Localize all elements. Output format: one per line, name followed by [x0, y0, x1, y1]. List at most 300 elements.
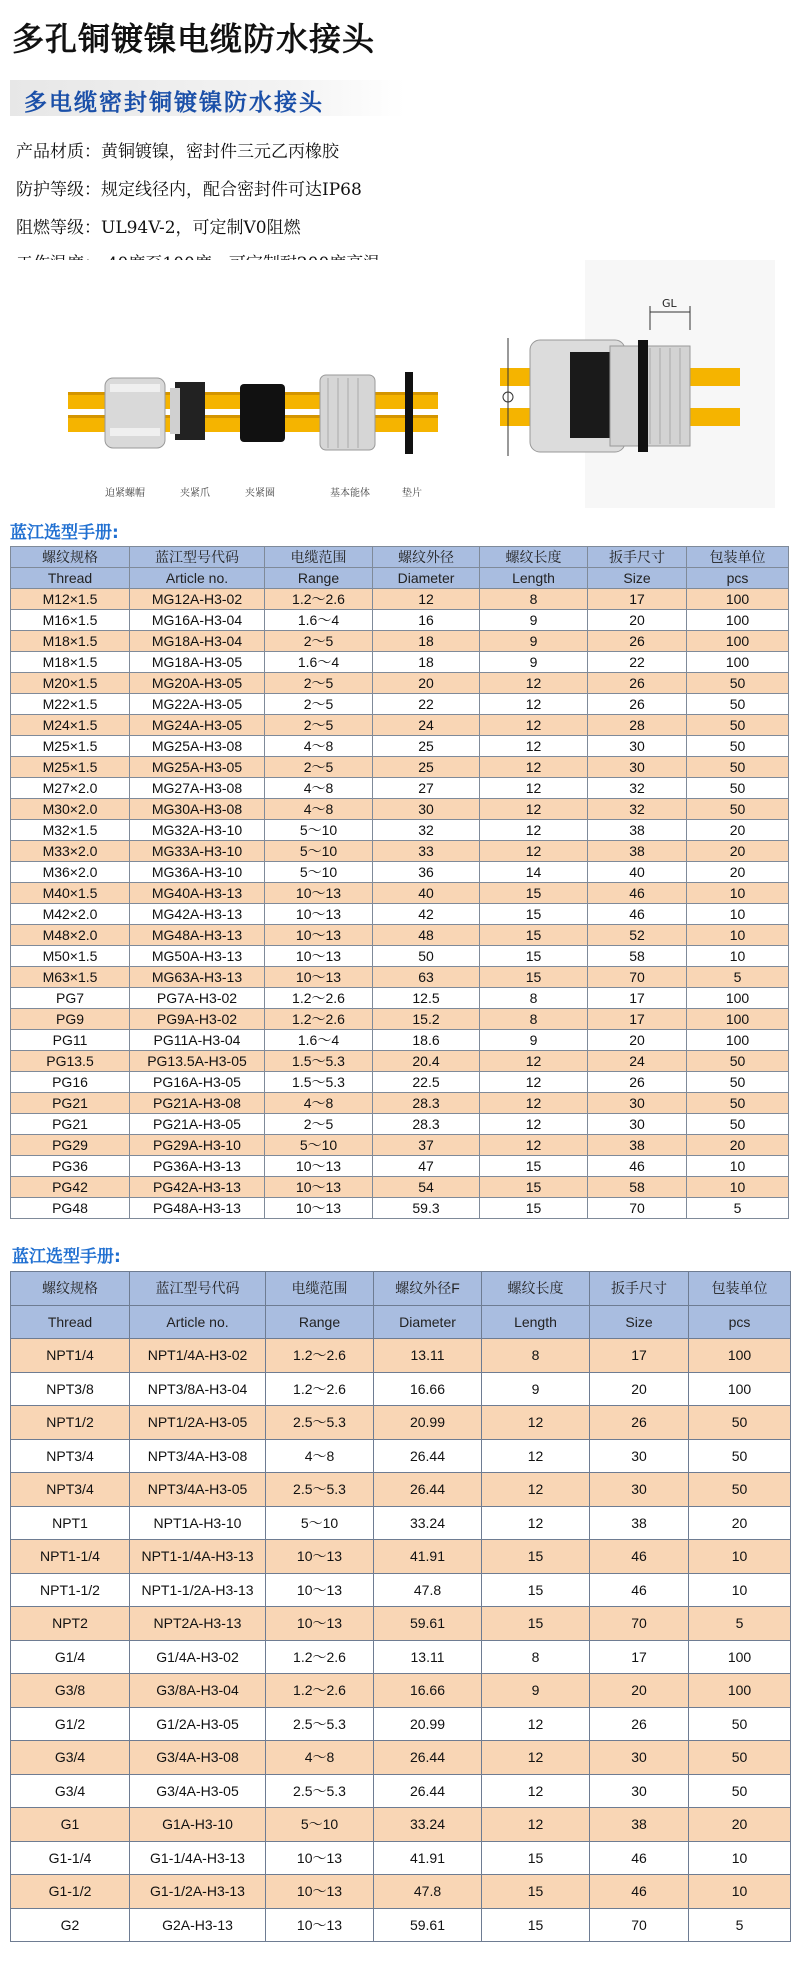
table-row — [11, 694, 789, 715]
cell-thread: M22×1.5 — [11, 694, 130, 715]
seal-ring-icon — [240, 384, 285, 442]
cell-article: MG33A-H3-10 — [130, 841, 265, 862]
cell-pcs: 20 — [689, 1808, 791, 1842]
cell-range: 4～8 — [266, 1741, 374, 1775]
cell-thread: M20×1.5 — [11, 673, 130, 694]
cell-range: 5～10 — [266, 1808, 374, 1842]
cell-thread: G3/4 — [11, 1774, 130, 1808]
cell-range: 5～10 — [265, 841, 373, 862]
cell-article: NPT2A-H3-13 — [130, 1607, 266, 1641]
table-row — [11, 1135, 789, 1156]
cell-size: 17 — [588, 1009, 687, 1030]
cell-pcs: 5 — [687, 1198, 789, 1219]
cell-thread: NPT1-1/2 — [11, 1573, 130, 1607]
cell-pcs: 10 — [687, 925, 789, 946]
cell-pcs: 20 — [687, 1135, 789, 1156]
cell-article: PG21A-H3-08 — [130, 1093, 265, 1114]
table-row — [11, 1156, 789, 1177]
spec-temperature: 工作温度：-40度至100度，可定制耐200度高温 — [16, 254, 381, 274]
cell-length: 15 — [480, 925, 588, 946]
cell-pcs: 10 — [689, 1841, 791, 1875]
cell-size: 20 — [588, 1030, 687, 1051]
cell-range: 4～8 — [265, 736, 373, 757]
cell-diameter: 40 — [373, 883, 480, 904]
cell-thread: M18×1.5 — [11, 652, 130, 673]
table-row — [11, 1741, 791, 1775]
cell-size: 30 — [590, 1473, 689, 1507]
cell-thread: NPT1-1/4 — [11, 1540, 130, 1574]
cell-diameter: 41.91 — [374, 1841, 482, 1875]
cell-article: PG9A-H3-02 — [130, 1009, 265, 1030]
table-row — [11, 1051, 789, 1072]
table-row — [11, 631, 789, 652]
cell-thread: G1/2 — [11, 1707, 130, 1741]
table-row — [11, 652, 789, 673]
cell-range: 10～13 — [265, 1198, 373, 1219]
cell-pcs: 50 — [687, 1093, 789, 1114]
cell-thread: G1 — [11, 1808, 130, 1842]
cell-size: 46 — [590, 1540, 689, 1574]
table2-header-cn-row — [11, 1272, 791, 1306]
cell-range: 1.2～2.6 — [266, 1372, 374, 1406]
th-diameter-cn: 螺纹外径 — [373, 547, 480, 568]
cell-pcs: 10 — [687, 1156, 789, 1177]
cell-size: 22 — [588, 652, 687, 673]
cell-diameter: 16 — [373, 610, 480, 631]
th2-range-cn: 电缆范围 — [266, 1272, 374, 1306]
table-row — [11, 736, 789, 757]
cell-length: 12 — [480, 1135, 588, 1156]
table-row — [11, 1473, 791, 1507]
cell-pcs: 50 — [687, 694, 789, 715]
th2-article-en: Article no. — [130, 1305, 266, 1339]
cell-thread: G2 — [11, 1908, 130, 1942]
cell-thread: G1-1/2 — [11, 1875, 130, 1909]
cell-diameter: 47 — [373, 1156, 480, 1177]
cell-diameter: 16.66 — [374, 1372, 482, 1406]
gl-label: GL — [662, 297, 677, 310]
cell-range: 1.5～5.3 — [265, 1051, 373, 1072]
cell-range: 2～5 — [265, 757, 373, 778]
cell-article: MG18A-H3-04 — [130, 631, 265, 652]
cell-diameter: 28.3 — [373, 1114, 480, 1135]
page-title: 多孔铜镀镍电缆防水接头 — [12, 20, 376, 58]
cell-range: 2～5 — [265, 631, 373, 652]
cell-pcs: 5 — [687, 967, 789, 988]
cell-range: 10～13 — [266, 1607, 374, 1641]
cell-length: 12 — [482, 1473, 590, 1507]
cell-pcs: 50 — [687, 1072, 789, 1093]
cell-diameter: 18 — [373, 652, 480, 673]
cell-article: PG21A-H3-05 — [130, 1114, 265, 1135]
cell-diameter: 47.8 — [374, 1875, 482, 1909]
cell-pcs: 10 — [687, 883, 789, 904]
table-row — [11, 1573, 791, 1607]
product-illustration — [10, 260, 790, 508]
cell-length: 9 — [480, 631, 588, 652]
table-row — [11, 1072, 789, 1093]
cell-thread: M42×2.0 — [11, 904, 130, 925]
table-row — [11, 1177, 789, 1198]
cell-length: 8 — [480, 589, 588, 610]
cell-pcs: 50 — [687, 757, 789, 778]
cell-pcs: 100 — [687, 652, 789, 673]
cell-pcs: 10 — [689, 1573, 791, 1607]
cell-pcs: 100 — [687, 631, 789, 652]
cell-diameter: 26.44 — [374, 1741, 482, 1775]
label-seal: 夹紧圈 — [245, 488, 275, 499]
cell-range: 5～10 — [265, 820, 373, 841]
cell-range: 10～13 — [265, 883, 373, 904]
table1-body — [11, 589, 789, 1219]
cell-size: 17 — [588, 988, 687, 1009]
cell-thread: PG16 — [11, 1072, 130, 1093]
cell-article: PG13.5A-H3-05 — [130, 1051, 265, 1072]
cell-length: 15 — [480, 967, 588, 988]
cell-size: 38 — [588, 841, 687, 862]
cell-article: MG12A-H3-02 — [130, 589, 265, 610]
cell-length: 12 — [480, 757, 588, 778]
cell-length: 15 — [480, 904, 588, 925]
cell-range: 2～5 — [265, 1114, 373, 1135]
cell-length: 12 — [480, 1093, 588, 1114]
cell-thread: NPT2 — [11, 1607, 130, 1641]
cell-diameter: 20.99 — [374, 1406, 482, 1440]
cell-diameter: 41.91 — [374, 1540, 482, 1574]
cell-range: 10～13 — [265, 925, 373, 946]
cell-diameter: 27 — [373, 778, 480, 799]
table-row — [11, 1339, 791, 1373]
cell-article: G1/2A-H3-05 — [130, 1707, 266, 1741]
cell-size: 30 — [590, 1774, 689, 1808]
table-row — [11, 883, 789, 904]
table-row — [11, 1372, 791, 1406]
cell-diameter: 59.3 — [373, 1198, 480, 1219]
cell-diameter: 22.5 — [373, 1072, 480, 1093]
cell-range: 1.2～2.6 — [266, 1640, 374, 1674]
cell-thread: PG7 — [11, 988, 130, 1009]
cell-diameter: 20.99 — [374, 1707, 482, 1741]
cell-size: 17 — [590, 1339, 689, 1373]
cell-length: 8 — [480, 988, 588, 1009]
table-row — [11, 1808, 791, 1842]
th-pcs-cn: 包装单位 — [687, 547, 789, 568]
spec-protection: 防护等级：规定线径内，配合密封件可达IP68 — [16, 180, 362, 200]
cell-size: 26 — [588, 631, 687, 652]
cell-range: 1.6～4 — [265, 652, 373, 673]
th2-thread-cn: 螺纹规格 — [11, 1272, 130, 1306]
table-row — [11, 1439, 791, 1473]
cell-diameter: 33.24 — [374, 1808, 482, 1842]
cell-range: 4～8 — [265, 1093, 373, 1114]
cell-diameter: 20 — [373, 673, 480, 694]
cell-length: 12 — [482, 1406, 590, 1440]
cell-length: 12 — [480, 841, 588, 862]
cell-thread: NPT1/4 — [11, 1339, 130, 1373]
cell-article: MG50A-H3-13 — [130, 946, 265, 967]
cell-range: 2.5～5.3 — [266, 1473, 374, 1507]
cell-size: 26 — [590, 1406, 689, 1440]
table-row — [11, 1506, 791, 1540]
selection-table-metric-pg — [10, 546, 789, 1219]
cell-diameter: 18.6 — [373, 1030, 480, 1051]
cell-article: PG7A-H3-02 — [130, 988, 265, 1009]
cell-pcs: 50 — [687, 736, 789, 757]
cell-range: 10～13 — [265, 904, 373, 925]
cell-article: MG24A-H3-05 — [130, 715, 265, 736]
cell-pcs: 50 — [689, 1439, 791, 1473]
cell-pcs: 10 — [687, 904, 789, 925]
assembled-washer-icon — [638, 340, 648, 452]
cell-pcs: 20 — [687, 820, 789, 841]
cell-article: G2A-H3-13 — [130, 1908, 266, 1942]
table-row — [11, 1093, 789, 1114]
cell-length: 15 — [482, 1607, 590, 1641]
cell-pcs: 50 — [689, 1473, 791, 1507]
cell-length: 8 — [482, 1640, 590, 1674]
cell-article: MG63A-H3-13 — [130, 967, 265, 988]
cell-pcs: 10 — [687, 1177, 789, 1198]
cell-length: 14 — [480, 862, 588, 883]
cell-size: 38 — [590, 1808, 689, 1842]
cell-thread: PG29 — [11, 1135, 130, 1156]
cell-size: 58 — [588, 946, 687, 967]
cell-length: 15 — [480, 1198, 588, 1219]
cell-diameter: 59.61 — [374, 1908, 482, 1942]
cell-size: 30 — [588, 1093, 687, 1114]
cell-size: 17 — [588, 589, 687, 610]
th2-length-en: Length — [482, 1305, 590, 1339]
cell-thread: NPT3/4 — [11, 1439, 130, 1473]
th-range-en: Range — [265, 568, 373, 589]
table-row — [11, 589, 789, 610]
cell-pcs: 50 — [689, 1774, 791, 1808]
th-size-cn: 扳手尺寸 — [588, 547, 687, 568]
th2-pcs-en: pcs — [689, 1305, 791, 1339]
cell-thread: PG48 — [11, 1198, 130, 1219]
cell-article: NPT1/4A-H3-02 — [130, 1339, 266, 1373]
cell-range: 1.2～2.6 — [266, 1339, 374, 1373]
cell-length: 12 — [482, 1774, 590, 1808]
cell-diameter: 12.5 — [373, 988, 480, 1009]
cell-diameter: 28.3 — [373, 1093, 480, 1114]
cell-range: 1.6～4 — [265, 610, 373, 631]
cell-pcs: 100 — [689, 1372, 791, 1406]
table-row — [11, 820, 789, 841]
spec-flame-rating: 阻燃等级：UL94V-2，可定制V0阻燃 — [16, 218, 301, 238]
cell-pcs: 50 — [687, 1051, 789, 1072]
cell-range: 2～5 — [265, 694, 373, 715]
cell-range: 10～13 — [265, 946, 373, 967]
cell-size: 20 — [590, 1372, 689, 1406]
cell-length: 15 — [480, 883, 588, 904]
cell-pcs: 5 — [689, 1908, 791, 1942]
cell-pcs: 20 — [689, 1506, 791, 1540]
cell-size: 24 — [588, 1051, 687, 1072]
cell-pcs: 100 — [687, 988, 789, 1009]
cell-article: G3/4A-H3-08 — [130, 1741, 266, 1775]
cell-size: 38 — [588, 1135, 687, 1156]
cell-size: 28 — [588, 715, 687, 736]
cell-pcs: 100 — [689, 1674, 791, 1708]
cell-thread: G3/8 — [11, 1674, 130, 1708]
cell-thread: M25×1.5 — [11, 757, 130, 778]
table-row — [11, 1774, 791, 1808]
cell-article: MG36A-H3-10 — [130, 862, 265, 883]
cell-article: PG16A-H3-05 — [130, 1072, 265, 1093]
cell-size: 58 — [588, 1177, 687, 1198]
cell-length: 15 — [480, 1177, 588, 1198]
cell-length: 15 — [482, 1573, 590, 1607]
cell-article: MG20A-H3-05 — [130, 673, 265, 694]
cell-range: 10～13 — [265, 1156, 373, 1177]
table-row — [11, 1908, 791, 1942]
th-diameter-en: Diameter — [373, 568, 480, 589]
cell-diameter: 25 — [373, 757, 480, 778]
cell-range: 2.5～5.3 — [266, 1774, 374, 1808]
cell-article: MG40A-H3-13 — [130, 883, 265, 904]
cell-thread: M24×1.5 — [11, 715, 130, 736]
cell-pcs: 100 — [687, 610, 789, 631]
th-pcs-en: pcs — [687, 568, 789, 589]
th2-thread-en: Thread — [11, 1305, 130, 1339]
cell-pcs: 100 — [689, 1339, 791, 1373]
cell-range: 4～8 — [266, 1439, 374, 1473]
cell-range: 10～13 — [266, 1540, 374, 1574]
cell-pcs: 10 — [689, 1540, 791, 1574]
cell-length: 12 — [480, 1114, 588, 1135]
cell-diameter: 15.2 — [373, 1009, 480, 1030]
cell-size: 30 — [588, 1114, 687, 1135]
cell-length: 15 — [482, 1908, 590, 1942]
cell-range: 1.2～2.6 — [265, 589, 373, 610]
cell-diameter: 54 — [373, 1177, 480, 1198]
cell-pcs: 100 — [689, 1640, 791, 1674]
cell-article: NPT1-1/4A-H3-13 — [130, 1540, 266, 1574]
cell-thread: M48×2.0 — [11, 925, 130, 946]
cell-length: 12 — [480, 778, 588, 799]
table1-heading: 蓝江选型手册: — [10, 523, 119, 543]
table-row — [11, 1674, 791, 1708]
cell-article: PG11A-H3-04 — [130, 1030, 265, 1051]
cell-length: 12 — [480, 820, 588, 841]
cell-article: MG27A-H3-08 — [130, 778, 265, 799]
table-row — [11, 904, 789, 925]
cell-length: 8 — [482, 1339, 590, 1373]
cell-diameter: 20.4 — [373, 1051, 480, 1072]
th2-length-cn: 螺纹长度 — [482, 1272, 590, 1306]
cell-article: PG42A-H3-13 — [130, 1177, 265, 1198]
table-row — [11, 673, 789, 694]
th-length-en: Length — [480, 568, 588, 589]
cell-pcs: 100 — [687, 1030, 789, 1051]
table-row — [11, 862, 789, 883]
table-row — [11, 757, 789, 778]
cell-article: NPT1A-H3-10 — [130, 1506, 266, 1540]
th-length-cn: 螺纹长度 — [480, 547, 588, 568]
cell-pcs: 100 — [687, 589, 789, 610]
exploded-view — [68, 372, 438, 499]
cell-size: 17 — [590, 1640, 689, 1674]
table1-header-en-row — [11, 568, 789, 589]
cell-size: 30 — [588, 757, 687, 778]
cell-size: 30 — [590, 1439, 689, 1473]
cell-pcs: 50 — [689, 1741, 791, 1775]
cell-diameter: 37 — [373, 1135, 480, 1156]
cell-range: 10～13 — [266, 1875, 374, 1909]
page-subtitle: 多电缆密封铜镀镍防水接头 — [24, 90, 324, 116]
th-thread-en: Thread — [11, 568, 130, 589]
table-row — [11, 1640, 791, 1674]
table-row — [11, 1707, 791, 1741]
th2-range-en: Range — [266, 1305, 374, 1339]
cell-thread: M36×2.0 — [11, 862, 130, 883]
th2-diameter-en: Diameter — [374, 1305, 482, 1339]
th2-size-cn: 扳手尺寸 — [590, 1272, 689, 1306]
cell-length: 9 — [482, 1372, 590, 1406]
cell-length: 12 — [480, 673, 588, 694]
cell-article: G3/8A-H3-04 — [130, 1674, 266, 1708]
label-claw: 夹紧爪 — [180, 488, 210, 499]
th-range-cn: 电缆范围 — [265, 547, 373, 568]
cell-diameter: 63 — [373, 967, 480, 988]
cell-size: 38 — [590, 1506, 689, 1540]
cell-thread: M12×1.5 — [11, 589, 130, 610]
cell-pcs: 100 — [687, 1009, 789, 1030]
cell-range: 1.5～5.3 — [265, 1072, 373, 1093]
cell-thread: M33×2.0 — [11, 841, 130, 862]
cell-thread: M25×1.5 — [11, 736, 130, 757]
cell-length: 15 — [482, 1841, 590, 1875]
table1-header-cn-row — [11, 547, 789, 568]
assembled-seal-icon — [570, 352, 610, 438]
cell-article: PG36A-H3-13 — [130, 1156, 265, 1177]
th2-size-en: Size — [590, 1305, 689, 1339]
cell-thread: M16×1.5 — [11, 610, 130, 631]
cell-thread: PG9 — [11, 1009, 130, 1030]
table-row — [11, 1009, 789, 1030]
cell-thread: PG36 — [11, 1156, 130, 1177]
cell-size: 26 — [588, 1072, 687, 1093]
cell-article: NPT1-1/2A-H3-13 — [130, 1573, 266, 1607]
cell-range: 2～5 — [265, 673, 373, 694]
cell-article: NPT3/4A-H3-08 — [130, 1439, 266, 1473]
cell-size: 46 — [590, 1875, 689, 1909]
cell-thread: M27×2.0 — [11, 778, 130, 799]
cell-article: NPT1/2A-H3-05 — [130, 1406, 266, 1440]
cell-diameter: 33 — [373, 841, 480, 862]
cell-thread: M32×1.5 — [11, 820, 130, 841]
cell-length: 12 — [482, 1741, 590, 1775]
cell-thread: NPT3/4 — [11, 1473, 130, 1507]
cell-pcs: 10 — [687, 946, 789, 967]
table-row — [11, 778, 789, 799]
cell-diameter: 24 — [373, 715, 480, 736]
cell-size: 40 — [588, 862, 687, 883]
cell-size: 26 — [590, 1707, 689, 1741]
cell-size: 70 — [588, 1198, 687, 1219]
cell-length: 15 — [480, 1156, 588, 1177]
cell-article: MG25A-H3-08 — [130, 736, 265, 757]
cell-pcs: 20 — [687, 862, 789, 883]
cell-diameter: 26.44 — [374, 1439, 482, 1473]
selection-table-npt-g — [10, 1271, 791, 1942]
cell-thread: PG21 — [11, 1114, 130, 1135]
th2-pcs-cn: 包装单位 — [689, 1272, 791, 1306]
cell-range: 5～10 — [265, 862, 373, 883]
cell-article: PG48A-H3-13 — [130, 1198, 265, 1219]
cell-thread: G3/4 — [11, 1741, 130, 1775]
